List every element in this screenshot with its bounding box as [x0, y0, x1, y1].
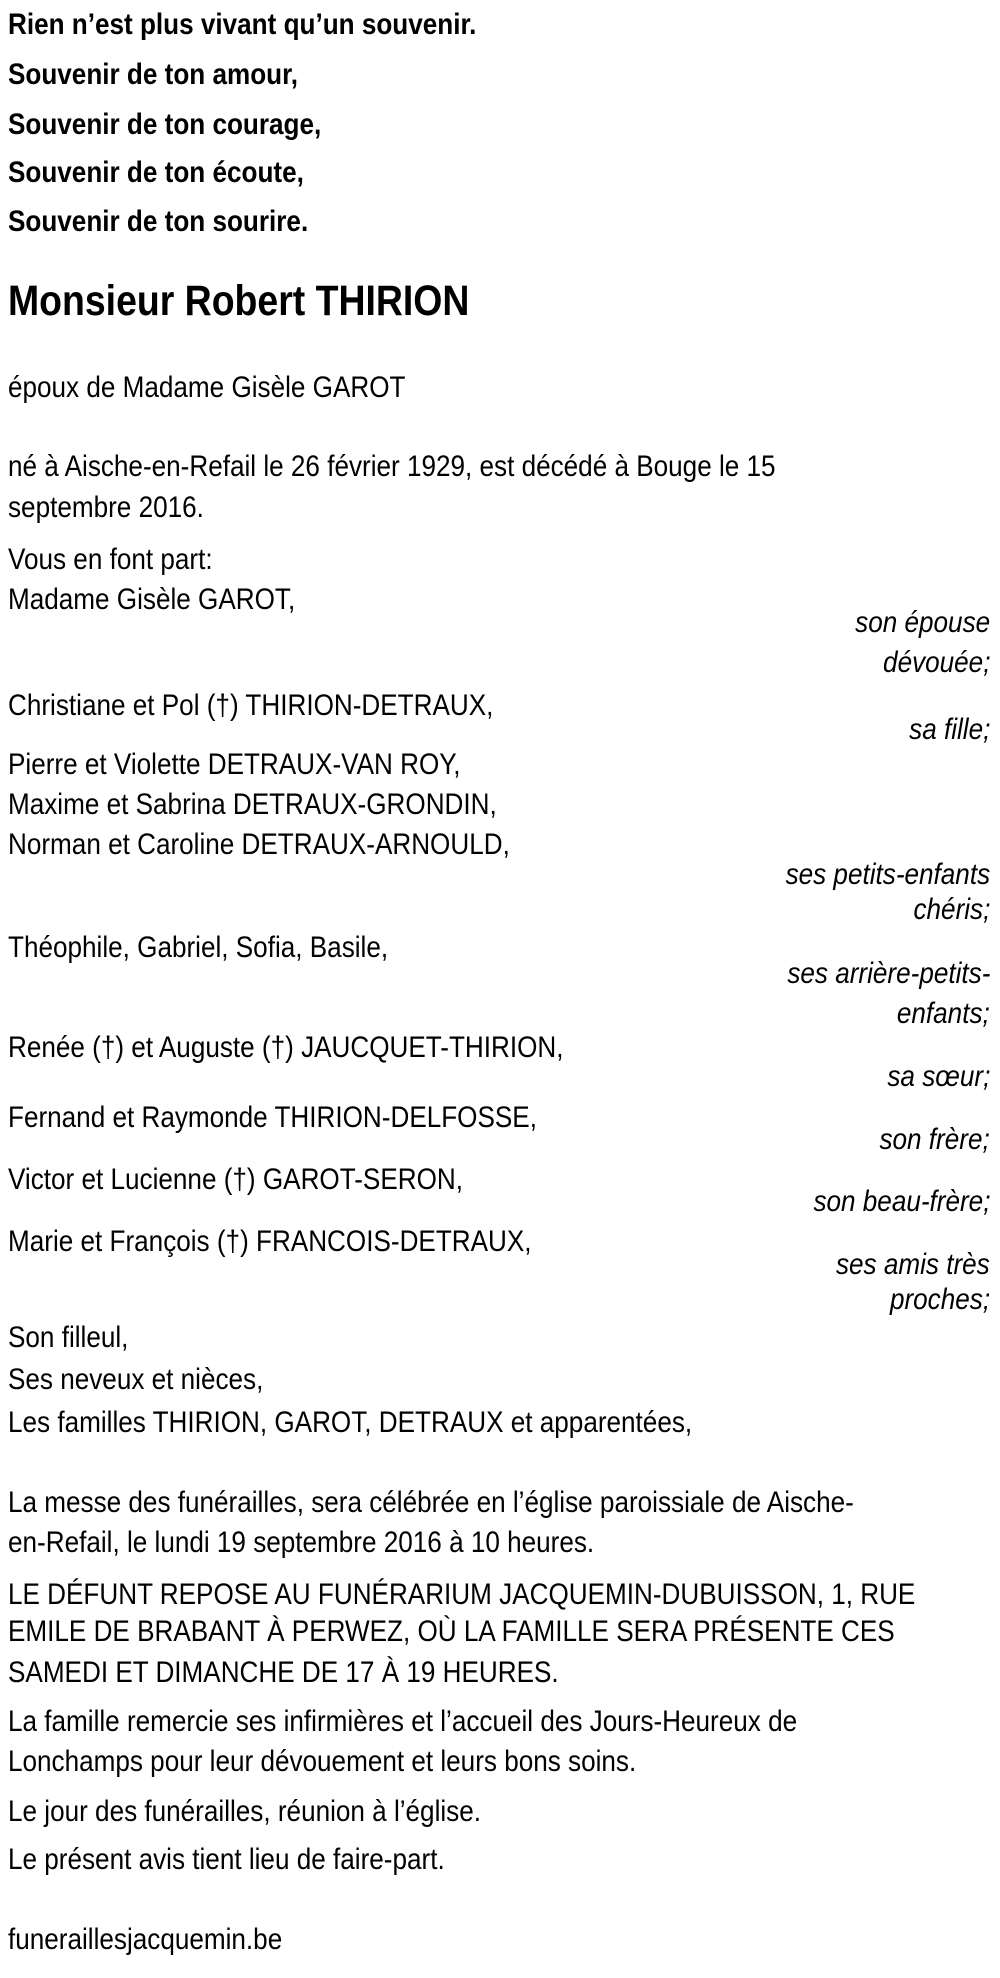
reunion-line: Le jour des funérailles, réunion à l’église. [8, 1795, 481, 1828]
announcement-intro: Vous en font part: [8, 543, 213, 576]
family-name-line: Christiane et Pol (†) THIRION-DETRAUX, [8, 689, 494, 722]
family-name-line: Fernand et Raymonde THIRION-DELFOSSE, [8, 1101, 537, 1134]
family-name-line: Pierre et Violette DETRAUX-VAN ROY, [8, 748, 461, 781]
quote-line-2: Souvenir de ton amour, [8, 58, 299, 91]
quote-line-1: Rien n’est plus vivant qu’un souvenir. [8, 8, 477, 41]
family-name-line: Théophile, Gabriel, Sofia, Basile, [8, 931, 389, 964]
page-title: Monsieur Robert THIRION [8, 277, 470, 325]
family-name-line: Ses neveux et nièces, [8, 1363, 264, 1396]
relation-label-line: son frère; [879, 1123, 990, 1156]
family-name-line: Les familles THIRION, GAROT, DETRAUX et apparentées, [8, 1406, 693, 1439]
relation-label-line: ses arrière-petits- [786, 957, 990, 990]
website-link[interactable]: funeraillesjacquemin.be [8, 1923, 283, 1956]
family-name-line: Madame Gisèle GAROT, [8, 583, 296, 616]
relation-label-line: sa sœur; [887, 1060, 990, 1093]
relation-label-line: chéris; [913, 893, 990, 926]
family-name-line: Marie et François (†) FRANCOIS-DETRAUX, [8, 1225, 532, 1258]
quote-line-5: Souvenir de ton sourire. [8, 205, 309, 238]
family-name-line: Renée (†) et Auguste (†) JAUCQUET-THIRION, [8, 1031, 564, 1064]
relation-label-line: son beau-frère; [812, 1185, 990, 1218]
family-name-line: Son filleul, [8, 1321, 129, 1354]
funerarium-line-2: EMILE DE BRABANT À PERWEZ, OÙ LA FAMILLE SERA PRÉSENTE CES [8, 1615, 895, 1648]
relation-label-line: ses amis très [836, 1248, 990, 1281]
birth-death-line-2: septembre 2016. [8, 491, 204, 524]
quote-line-3: Souvenir de ton courage, [8, 108, 322, 141]
relation-label-line: son épouse [855, 606, 990, 639]
relation-label-line: enfants; [897, 997, 990, 1030]
spouse-line: époux de Madame Gisèle GAROT [8, 371, 406, 404]
birth-death-line-1: né à Aische-en-Refail le 26 février 1929, est décédé à Bouge le 15 [8, 450, 776, 483]
funerarium-line-3: SAMEDI ET DIMANCHE DE 17 À 19 HEURES. [8, 1656, 559, 1689]
thanks-line-1: La famille remercie ses infirmières et l’accueil des Jours-Heureux de [8, 1705, 798, 1738]
funerarium-line-1: LE DÉFUNT REPOSE AU FUNÉRARIUM JACQUEMIN-DUBUISSON, 1, RUE [8, 1578, 916, 1611]
thanks-line-2: Lonchamps pour leur dévouement et leurs bons soins. [8, 1745, 637, 1778]
relation-label-line: proches; [889, 1283, 990, 1316]
notice-line: Le présent avis tient lieu de faire-part. [8, 1843, 445, 1876]
mass-line-2: en-Refail, le lundi 19 septembre 2016 à 10 heures. [8, 1526, 595, 1559]
family-name-line: Victor et Lucienne (†) GAROT-SERON, [8, 1163, 463, 1196]
family-name-line: Norman et Caroline DETRAUX-ARNOULD, [8, 828, 510, 861]
relation-label-line: ses petits-enfants [785, 858, 990, 891]
relation-label-line: dévouée; [882, 646, 990, 679]
relation-label-line: sa fille; [908, 713, 990, 746]
family-name-line: Maxime et Sabrina DETRAUX-GRONDIN, [8, 788, 497, 821]
quote-line-4: Souvenir de ton écoute, [8, 156, 304, 189]
mass-line-1: La messe des funérailles, sera célébrée en l’église paroissiale de Aische- [8, 1486, 854, 1519]
